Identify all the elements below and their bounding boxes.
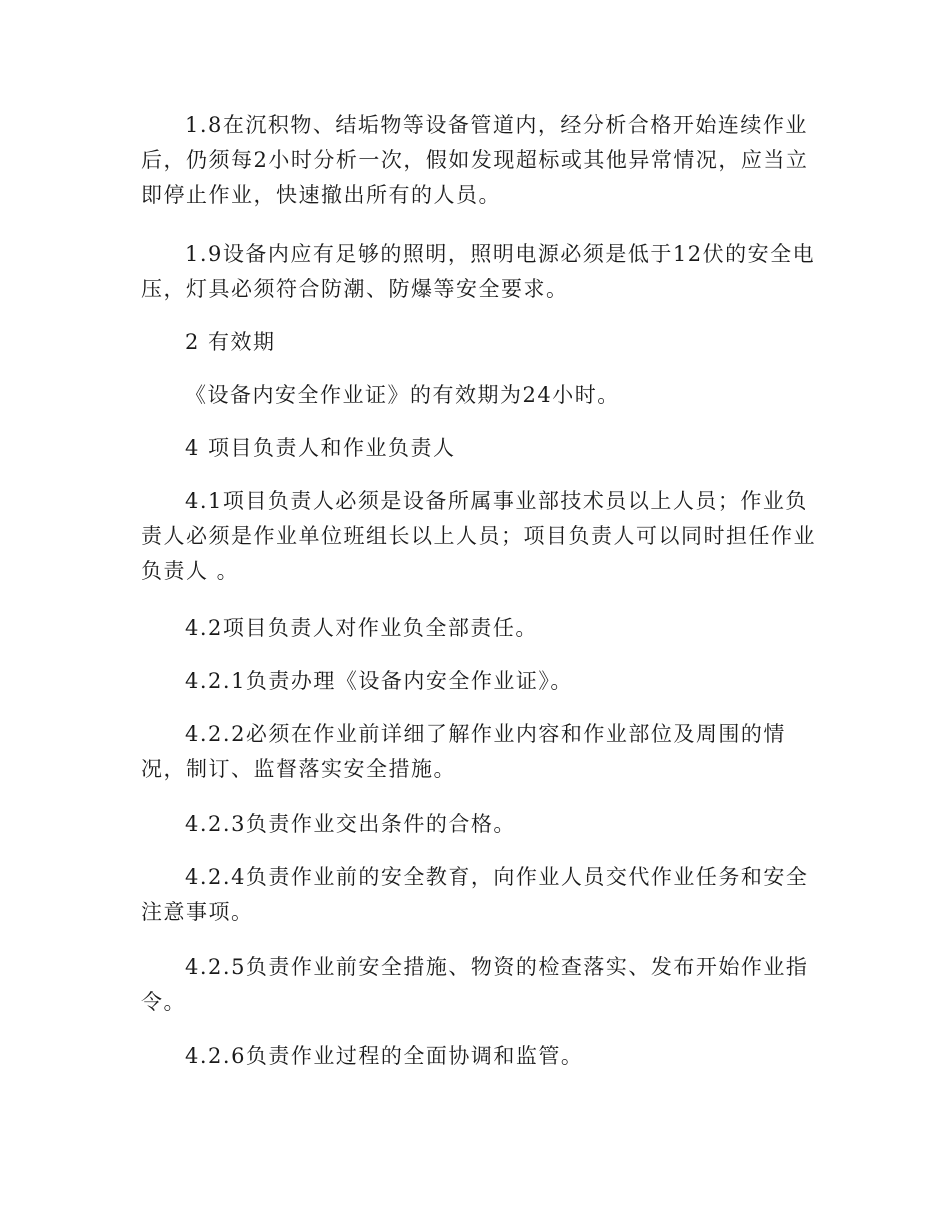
- paragraph-4-2-3: 4.2.3负责作业交出条件的合格。: [185, 812, 516, 836]
- paragraph-1-9: 1.9设备内应有足够的照明，照明电源必须是低于12伏的安全电压，灯具必须符合防潮、防爆等安全要求。: [141, 242, 816, 301]
- paragraph-4-1: 4.1项目负责人必须是设备所属事业部技术员以上人员；作业负责人必须是作业单位班组长以上人员；项目负责人可以同时担任作业负责人 。: [141, 489, 816, 583]
- paragraph-4-2: 4.2项目负责人对作业负全部责任。: [185, 616, 538, 640]
- paragraph-4-2-4: 4.2.4负责作业前的安全教育，向作业人员交代作业任务和安全注意事项。: [141, 865, 809, 924]
- paragraph-4-2-2: 4.2.2必须在作业前详细了解作业内容和作业部位及周围的情况，制订、监督落实安全措施。: [141, 722, 786, 781]
- paragraph-4-2-5: 4.2.5负责作业前安全措施、物资的检查落实、发布开始作业指令。: [141, 955, 809, 1014]
- paragraph-1-8: 1.8在沉积物、结垢物等设备管道内，经分析合格开始连续作业后，仍须每2小时分析一次，假如发现超标或其他异常情况，应当立即停止作业，快速撤出所有的人员。: [141, 113, 809, 207]
- section-heading-2: 2 有效期: [185, 330, 276, 354]
- paragraph-4-2-6: 4.2.6负责作业过程的全面协调和监管。: [185, 1044, 584, 1068]
- paragraph-2: 《设备内安全作业证》的有效期为24小时。: [185, 383, 620, 407]
- paragraph-4-2-1: 4.2.1负责办理《设备内安全作业证》。: [185, 669, 573, 693]
- section-heading-4: 4 项目负责人和作业负责人: [185, 436, 456, 460]
